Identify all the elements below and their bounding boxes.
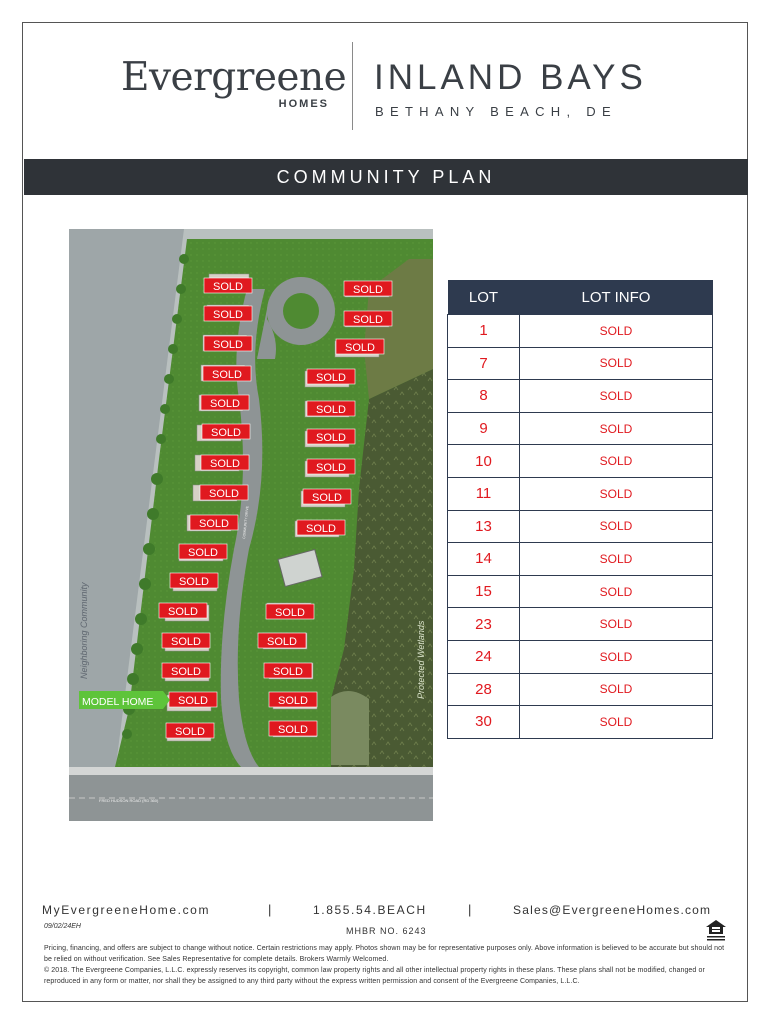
lot-status: SOLD	[520, 380, 713, 413]
svg-text:SOLD: SOLD	[168, 606, 198, 618]
sold-tag	[344, 311, 392, 326]
sold-tag	[258, 633, 306, 648]
header-divider	[352, 42, 353, 130]
lot-row	[448, 412, 713, 445]
date-code: 09/02/24EH	[44, 923, 81, 930]
lot-row	[448, 543, 713, 576]
lot-number: 1	[448, 315, 520, 348]
community-location: BETHANY BEACH, DE	[375, 104, 617, 119]
svg-text:SOLD: SOLD	[353, 284, 383, 296]
sold-tag	[307, 401, 355, 416]
lot-row	[448, 445, 713, 478]
sold-tag	[200, 485, 248, 500]
phone-number[interactable]: 1.855.54.BEACH	[313, 903, 427, 917]
lot-number: 28	[448, 673, 520, 706]
sold-tag	[170, 573, 218, 588]
equal-housing-opportunity-icon	[705, 919, 727, 941]
sold-tag	[307, 429, 355, 444]
svg-text:SOLD: SOLD	[316, 372, 346, 384]
svg-text:SOLD: SOLD	[316, 432, 346, 444]
sold-tag	[179, 544, 227, 559]
sold-tag	[307, 459, 355, 474]
sold-tag	[166, 723, 214, 738]
svg-text:SOLD: SOLD	[199, 518, 229, 530]
sold-tag	[269, 692, 317, 707]
lot-status: SOLD	[520, 477, 713, 510]
sold-tag	[204, 306, 252, 321]
lot-status: SOLD	[520, 543, 713, 576]
svg-text:SOLD: SOLD	[179, 576, 209, 588]
sold-tag	[264, 663, 312, 678]
svg-text:SOLD: SOLD	[306, 523, 336, 535]
svg-text:SOLD: SOLD	[210, 458, 240, 470]
disclaimer-paragraph: Pricing, financing, and offers are subject to change without notice. Certain restrictions may apply. Photos shown may be for representative purposes only. Above information is believed to be accurate but should not be relied on without verification. See Sales Representative for complete details. Brokers Warmly Welcomed.	[44, 945, 725, 963]
sold-tag	[190, 515, 238, 530]
protected-wetlands-label: Protected Wetlands	[416, 620, 426, 699]
lot-row	[448, 673, 713, 706]
sold-tag	[303, 489, 351, 504]
evergreene-homes-logo	[121, 55, 347, 118]
lot-row	[448, 510, 713, 543]
svg-text:SOLD: SOLD	[171, 636, 201, 648]
lot-number: 13	[448, 510, 520, 543]
svg-text:SOLD: SOLD	[278, 695, 308, 707]
community-name: INLAND BAYS	[374, 58, 647, 97]
street-label: COMMUNITY DRIVE	[242, 505, 250, 540]
sold-tag	[307, 369, 355, 384]
lot-row	[448, 706, 713, 739]
sold-tag	[269, 721, 317, 736]
svg-text:SOLD: SOLD	[211, 427, 241, 439]
lot-row	[448, 640, 713, 673]
svg-text:SOLD: SOLD	[175, 726, 205, 738]
svg-text:SOLD: SOLD	[213, 339, 243, 351]
lot-row	[448, 575, 713, 608]
lot-row	[448, 347, 713, 380]
disclaimer-paragraph: © 2018. The Evergreene Companies, L.L.C. expressly reserves its copyright, common law property rights and all other intellectual property rights in these plans. These plans shall not be modified, changed or reproduced in any form or matter, nor shall they be assigned to any third party without the express written permission and consent of the Evergreene Companies, L.L.C.	[44, 967, 705, 985]
lot-table	[447, 280, 713, 739]
lot-status: SOLD	[520, 640, 713, 673]
sold-tag	[336, 339, 384, 354]
lot-table-header	[448, 280, 713, 315]
lot-status: SOLD	[520, 673, 713, 706]
svg-text:MODEL HOME: MODEL HOME	[82, 696, 154, 708]
lot-number: 11	[448, 477, 520, 510]
lot-row	[448, 380, 713, 413]
sold-tag	[203, 366, 251, 381]
lot-number: 9	[448, 412, 520, 445]
sold-tag	[201, 455, 249, 470]
sold-tag	[201, 395, 249, 410]
sold-tag	[297, 520, 345, 535]
community-plan-banner	[24, 159, 748, 195]
svg-text:SOLD: SOLD	[273, 666, 303, 678]
sold-tag	[169, 692, 217, 707]
lot-number: 7	[448, 347, 520, 380]
neighboring-community-label: Neighboring Community	[79, 582, 89, 679]
sold-tag	[266, 604, 314, 619]
footer-separator: |	[268, 902, 272, 917]
site-plan-map	[69, 229, 433, 821]
svg-text:SOLD: SOLD	[213, 281, 243, 293]
svg-text:SOLD: SOLD	[312, 492, 342, 504]
svg-text:SOLD: SOLD	[210, 398, 240, 410]
svg-text:SOLD: SOLD	[213, 309, 243, 321]
lot-status: SOLD	[520, 510, 713, 543]
brand-word: Evergreene	[121, 55, 347, 100]
sold-tag	[202, 424, 250, 439]
legal-disclaimer	[44, 943, 730, 987]
lot-number: 24	[448, 640, 520, 673]
lot-number: 15	[448, 575, 520, 608]
lot-status: SOLD	[520, 575, 713, 608]
svg-text:SOLD: SOLD	[212, 369, 242, 381]
model-home-tag	[79, 691, 170, 709]
website-link[interactable]: MyEvergreeneHome.com	[42, 903, 211, 917]
lot-status: SOLD	[520, 445, 713, 478]
banner-title: COMMUNITY PLAN	[276, 167, 496, 187]
sold-tag	[159, 603, 207, 618]
sold-tag	[162, 663, 210, 678]
footer-separator: |	[468, 902, 472, 917]
lot-info-column-header: LOT INFO	[520, 280, 713, 315]
svg-text:SOLD: SOLD	[278, 724, 308, 736]
brand-sub: HOMES	[278, 98, 329, 110]
lot-number: 14	[448, 543, 520, 576]
lot-status: SOLD	[520, 315, 713, 348]
svg-text:SOLD: SOLD	[171, 666, 201, 678]
svg-text:SOLD: SOLD	[345, 342, 375, 354]
svg-text:SOLD: SOLD	[209, 488, 239, 500]
lot-number: 30	[448, 706, 520, 739]
lot-row	[448, 477, 713, 510]
lot-number: 10	[448, 445, 520, 478]
lot-status: SOLD	[520, 706, 713, 739]
sold-tag	[344, 281, 392, 296]
svg-text:SOLD: SOLD	[178, 695, 208, 707]
mhbr-number: MHBR NO. 6243	[346, 926, 427, 936]
lot-status: SOLD	[520, 347, 713, 380]
lot-row	[448, 315, 713, 348]
lot-number: 8	[448, 380, 520, 413]
svg-text:SOLD: SOLD	[275, 607, 305, 619]
email-link[interactable]: Sales@EvergreeneHomes.com	[513, 903, 712, 917]
sold-tag	[204, 278, 252, 293]
svg-text:SOLD: SOLD	[267, 636, 297, 648]
svg-text:SOLD: SOLD	[188, 547, 218, 559]
lot-column-header: LOT	[448, 280, 520, 315]
svg-text:SOLD: SOLD	[353, 314, 383, 326]
road-label: FRED HUDSON ROAD (RD 360)	[99, 798, 159, 803]
sold-tag	[204, 336, 252, 351]
svg-text:SOLD: SOLD	[316, 404, 346, 416]
lot-status: SOLD	[520, 412, 713, 445]
svg-text:SOLD: SOLD	[316, 462, 346, 474]
lot-number: 23	[448, 608, 520, 641]
lot-status: SOLD	[520, 608, 713, 641]
lot-row	[448, 608, 713, 641]
sold-tag	[162, 633, 210, 648]
